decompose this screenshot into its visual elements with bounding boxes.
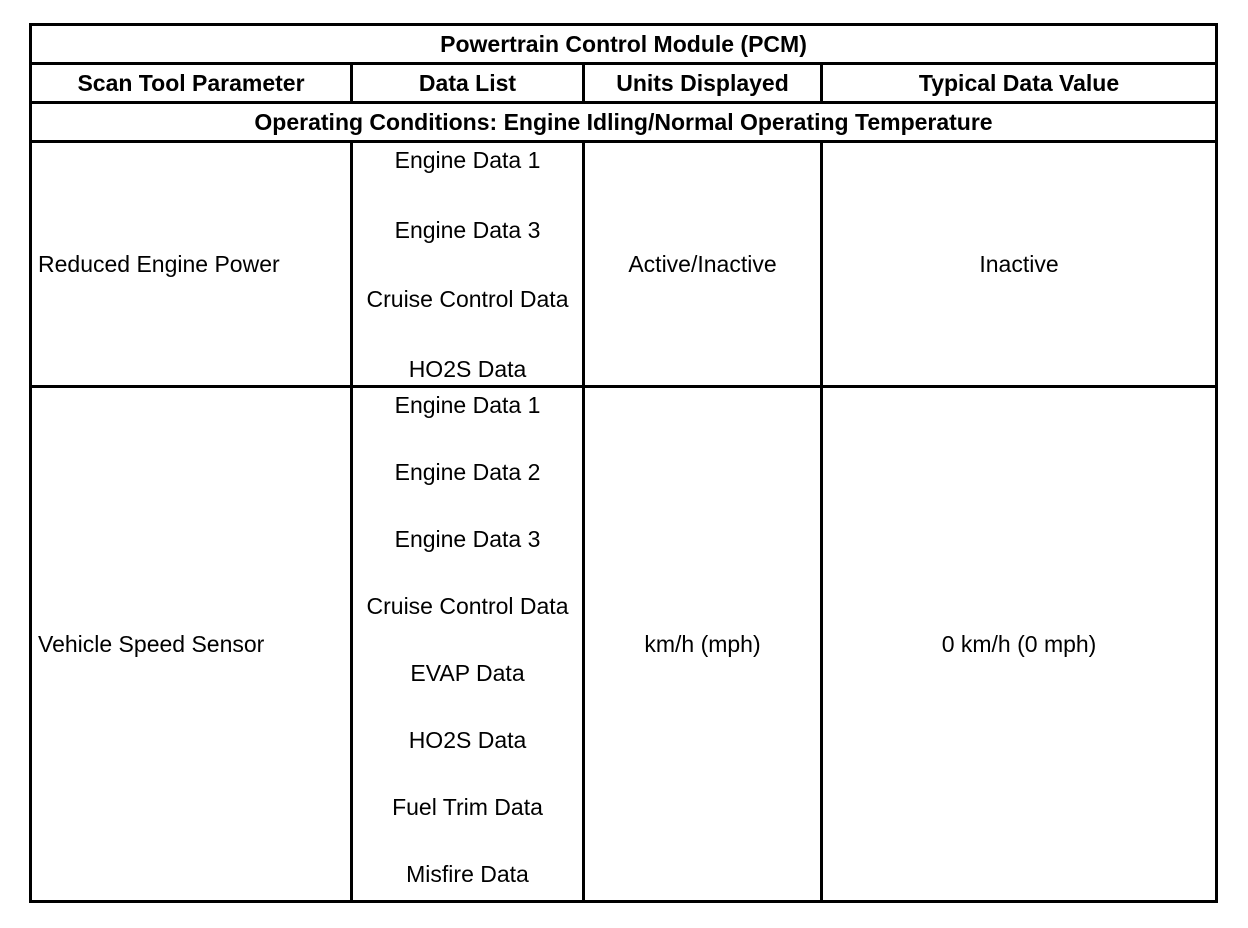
header-units-displayed: Units Displayed [584, 64, 822, 103]
header-scan-tool-parameter: Scan Tool Parameter [31, 64, 352, 103]
data-list-item: EVAP Data [410, 660, 525, 686]
table-row [31, 142, 1217, 387]
data-list-item: Engine Data 1 [394, 392, 541, 418]
data-list-cell [352, 387, 584, 902]
parameter-cell: Reduced Engine Power [31, 142, 352, 387]
typical-value-cell: Inactive [822, 142, 1217, 387]
data-list-item: Fuel Trim Data [392, 794, 543, 820]
data-list-item: HO2S Data [408, 727, 527, 753]
table-row [31, 387, 1217, 902]
typical-value-cell: 0 km/h (0 mph) [822, 387, 1217, 902]
units-cell: Active/Inactive [584, 142, 822, 387]
table-header-row [31, 64, 1217, 103]
table-title-row [31, 25, 1217, 64]
units-cell: km/h (mph) [584, 387, 822, 902]
pcm-data-table [29, 23, 1218, 903]
data-list-cell [352, 142, 584, 387]
data-list-item: Engine Data 3 [394, 216, 541, 243]
data-list-item: Engine Data 3 [394, 526, 541, 552]
data-list-item: Engine Data 2 [394, 459, 541, 485]
table-title: Powertrain Control Module (PCM) [31, 25, 1217, 64]
header-typical-data-value: Typical Data Value [822, 64, 1217, 103]
data-list-item: Cruise Control Data [366, 286, 569, 313]
data-list-item: Cruise Control Data [366, 593, 569, 619]
parameter-cell: Vehicle Speed Sensor [31, 387, 352, 902]
operating-conditions: Operating Conditions: Engine Idling/Normal Operating Temperature [31, 103, 1217, 142]
data-list-item: HO2S Data [408, 355, 527, 382]
operating-conditions-row [31, 103, 1217, 142]
data-list-item: Misfire Data [406, 861, 529, 887]
data-list-item: Engine Data 1 [394, 147, 541, 173]
header-data-list: Data List [352, 64, 584, 103]
